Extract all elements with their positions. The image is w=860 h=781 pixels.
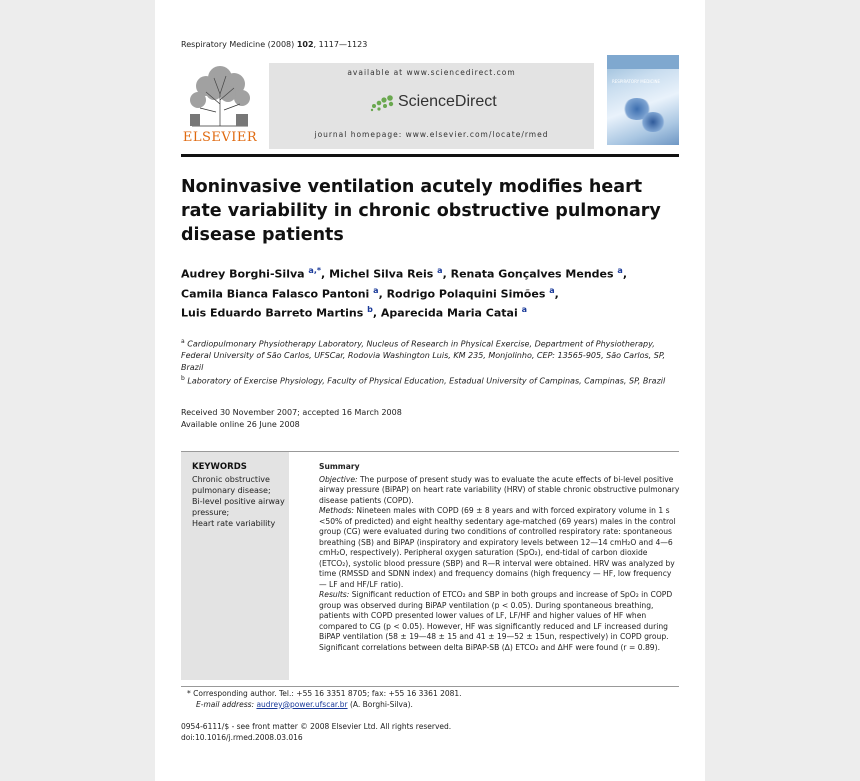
keywords-heading: KEYWORDS (192, 462, 247, 472)
journal-cover-band (607, 55, 679, 69)
author-affiliation-mark[interactable]: a,* (308, 266, 322, 275)
affiliation-mark: a (181, 338, 185, 345)
author-name: Audrey Borghi-Silva (181, 267, 305, 281)
author-name: Rodrigo Polaquini Simões (386, 287, 546, 301)
results-text: Significant reduction of ETCO₂ and SBP in both groups and increase of SpO₂ in COPD group was observed during BiPAP ventilation (p < 0.05). During spontaneous breathing, patients with COPD presented lower values of LF, LF/HF and higher values of HF when compared to CG (p < 0.05). However, HF was significantly reduced and LF increased during BiPAP ventilation (58 ± 19—48 ± 15 and 41 ± 19—52 ± 15un, respectively) in COPD group. Significant correlations between delta BiPAP-SB (Δ) ETCO₂ and ΔHF were found (r = 0.89). (319, 590, 673, 652)
correspondence-footnote (187, 689, 667, 710)
methods-label: Methods: (319, 506, 354, 515)
corresponding-author-line: * Corresponding author. Tel.: +55 16 3351 8705; fax: +55 16 3361 2081. (187, 689, 462, 698)
author-name: Michel Silva Reis (329, 267, 434, 281)
email-label: E-mail address: (196, 699, 255, 709)
keyword-item: Heart rate variability (192, 519, 276, 528)
summary-heading: Summary (319, 462, 360, 471)
article-title: Noninvasive ventilation acutely modifies heart rate variability in chronic obstructive pulmonary disease patients (181, 177, 661, 245)
journal-volume: 102 (296, 40, 314, 49)
journal-homepage-text: journal homepage: www.elsevier.com/locate/rmed (314, 130, 549, 139)
author-separator: , (378, 287, 387, 301)
objective-label: Objective: (319, 474, 358, 484)
journal-reference (181, 40, 367, 49)
journal-cover-title: RESPIRATORY MEDICINE (612, 79, 661, 84)
copyright-line: 0954-6111/$ - see front matter © 2008 Elsevier Ltd. All rights reserved. (181, 722, 452, 731)
article-dates (181, 407, 402, 430)
author-name: Renata Gonçalves Mendes (450, 267, 614, 281)
author-separator: , (622, 267, 627, 281)
affiliation-mark: b (181, 375, 185, 383)
header-rule (181, 154, 679, 157)
author-affiliation-mark[interactable]: b (367, 305, 373, 315)
author-affiliation-mark[interactable]: a (549, 285, 555, 295)
journal-pages: , 1117—1123 (313, 40, 368, 49)
email-owner: (A. Borghi-Silva). (347, 699, 413, 709)
online-date: Available online 26 June 2008 (181, 419, 300, 429)
footnote-rule (181, 686, 679, 687)
author-affiliation-mark[interactable]: a (437, 266, 443, 275)
author-affiliation-mark[interactable]: a (373, 285, 379, 295)
author-separator: , (372, 306, 381, 320)
summary-objective (319, 475, 681, 507)
journal-cover-figure-2 (640, 112, 666, 132)
received-date: Received 30 November 2007; accepted 16 March 2008 (181, 408, 402, 417)
author-separator: , (554, 287, 559, 301)
elsevier-logo-text: ELSEVIER (182, 130, 258, 145)
email-link[interactable]: audrey@power.ufscar.br (256, 699, 348, 709)
doi-line[interactable]: doi:10.1016/j.rmed.2008.03.016 (181, 733, 303, 742)
journal-name: Respiratory Medicine (2008) (181, 40, 295, 49)
author-name: Luis Eduardo Barreto Martins (181, 306, 364, 320)
results-label: Results: (319, 590, 350, 599)
objective-text: The purpose of present study was to evaluate the acute effects of bi-level positive airway pressure (BiPAP) on heart rate variability (HRV) of stable chronic obstructive pulmonary disease patients (COPD). (319, 474, 680, 505)
author-separator: , (321, 267, 330, 281)
keyword-item: Bi-level positive airway pressure; (192, 497, 285, 517)
copyright-block (181, 721, 451, 743)
email-line (187, 700, 667, 711)
summary-methods (319, 506, 681, 590)
author-list (181, 263, 681, 322)
affiliation-a (181, 336, 681, 373)
author-affiliation-mark[interactable]: a (521, 305, 528, 315)
summary-results (319, 590, 681, 653)
elsevier-tree-icon (186, 64, 254, 128)
affiliations (181, 336, 681, 387)
author-name: Camila Bianca Falasco Pantoni (181, 287, 370, 301)
abstract-summary (319, 462, 681, 653)
author-name: Aparecida Maria Catai (380, 306, 518, 320)
available-at-text: available at www.sciencedirect.com (347, 68, 516, 77)
sciencedirect-dots-icon (370, 94, 396, 112)
author-affiliation-mark[interactable]: a (617, 266, 623, 275)
keyword-item: Chronic obstructive pulmonary disease; (192, 475, 271, 495)
affiliation-text: Laboratory of Exercise Physiology, Faculty of Physical Education, Estadual University of Campinas, Campinas, SP, Brazil (187, 376, 666, 386)
affiliation-b (181, 373, 681, 387)
author-separator: , (442, 267, 451, 281)
sciencedirect-brand: ScienceDirect (398, 93, 497, 110)
affiliation-text: Cardiopulmonary Physiotherapy Laboratory, Nucleus of Research in Physical Exercise, Department of Physiotherapy, Federal University of São Carlos, UFSCar, Rodovia Washington Luis, KM 235, Monjolinho, CEP: 13565-905, São Carlos, SP, Brazil (181, 339, 666, 372)
methods-text: Nineteen males with COPD (69 ± 8 years and with forced expiratory volume in 1 s <50% of predicted) and eight healthy sedentary age-matched (69 years) males in the control group (CG) were evaluated during two conditions of controlled respiratory rate: spontaneous breathing (SB) and BiPAP (inspiratory and expiratory levels between 12—14 cmH₂O and 4—6 cmH₂O, respectively). Peripheral oxygen saturation (SpO₂), end-tidal of carbon dioxide (ETCO₂), systolic blood pressure (SBP) and R—R interval were obtained. HRV was analyzed by time (RMSSD and SDNN index) and frequency domains (high frequency — HF, low frequency — LF and HF/LF ratio). (319, 506, 676, 589)
